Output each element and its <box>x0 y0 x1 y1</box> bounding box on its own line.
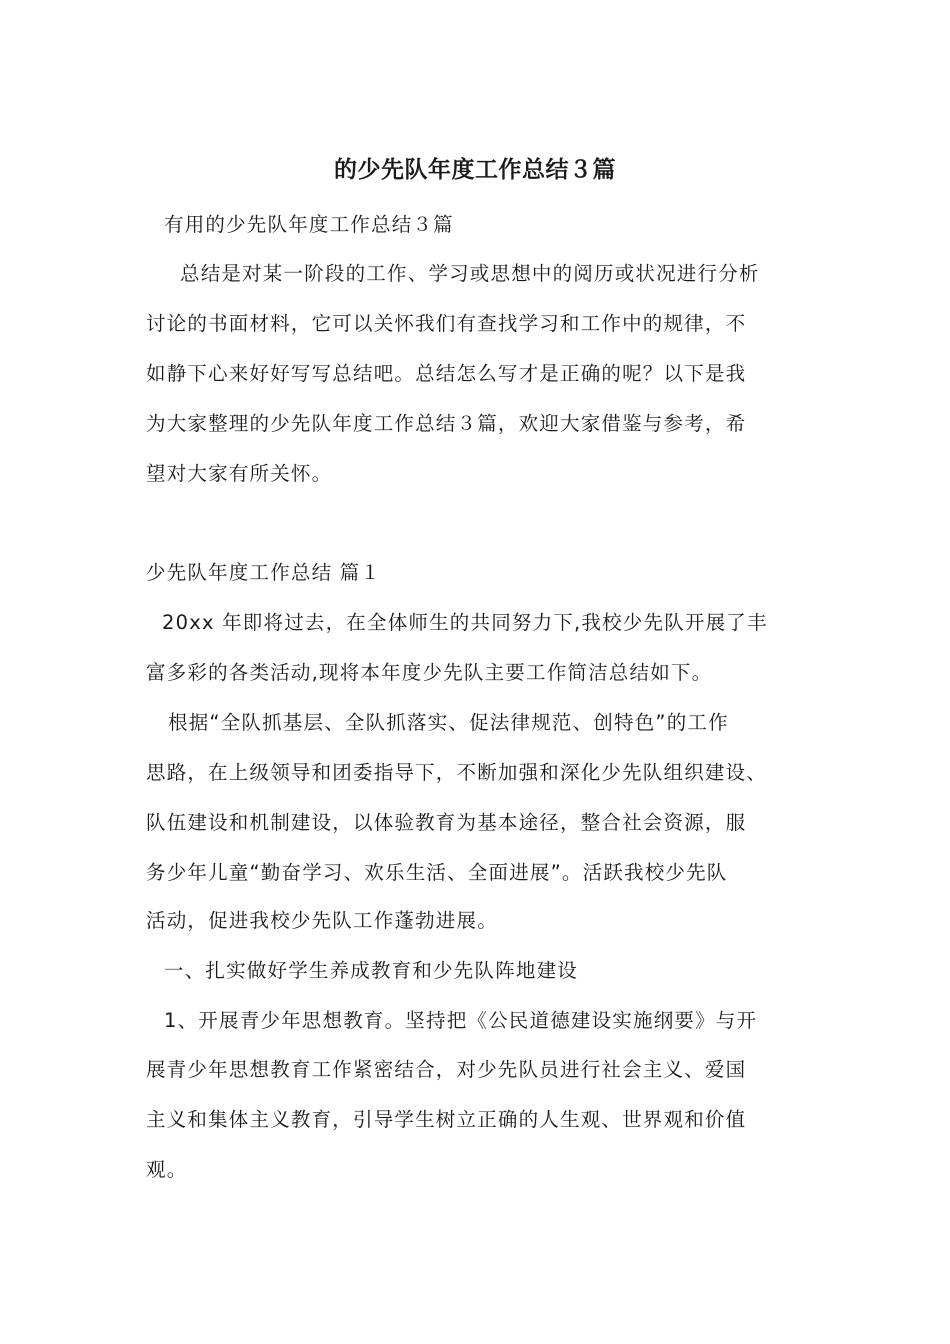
list-item-line: 展青少年思想教育工作紧密结合，对少先队员进行社会主义、爱国 <box>146 1058 747 1081</box>
document-title: 的少先队年度工作总结３篇 <box>334 157 616 183</box>
intro-line: 如静下心来好好写写总结吧。总结怎么写才是正确的呢？以下是我 <box>146 362 747 385</box>
section-heading: 少先队年度工作总结 篇１ <box>146 561 382 584</box>
list-item-line: 观。 <box>146 1158 188 1181</box>
paragraph-line: 队伍建设和机制建设，以体验教育为基本途径，整合社会资源，服 <box>146 811 747 834</box>
paragraph-line: 务少年儿童“勤奋学习、欢乐生活、全面进展”。活跃我校少先队 <box>146 861 728 884</box>
intro-line: 为大家整理的少先队年度工作总结３篇，欢迎大家借鉴与参考，希 <box>146 412 747 435</box>
list-item-line: 主义和集体主义教育，引导学生树立正确的人生观、世界观和价值 <box>146 1108 747 1131</box>
paragraph-line: 思路，在上级领导和团委指导下，不断加强和深化少先队组织建设、 <box>146 761 768 784</box>
heading-one: 一、扎实做好学生养成教育和少先队阵地建设 <box>164 959 579 982</box>
document-subtitle: 有用的少先队年度工作总结３篇 <box>164 213 454 236</box>
intro-line: 望对大家有所关怀。 <box>146 462 333 485</box>
intro-line: 总结是对某一阶段的工作、学习或思想中的阅历或状况进行分析 <box>180 262 760 285</box>
paragraph-line: 活动，促进我校少先队工作蓬勃进展。 <box>146 909 498 932</box>
paragraph-line: 根据“全队抓基层、全队抓落实、促法律规范、创特色”的工作 <box>168 711 729 734</box>
paragraph-line: 20xx 年即将过去，在全体师生的共同努力下,我校少先队开展了丰 <box>162 611 768 634</box>
list-item-line: 1、开展青少年思想教育。坚持把《公民道德建设实施纲要》与开 <box>164 1009 758 1032</box>
paragraph-line: 富多彩的各类活动,现将本年度少先队主要工作简洁总结如下。 <box>146 661 713 684</box>
intro-line: 讨论的书面材料，它可以关怀我们有查找学习和工作中的规律，不 <box>146 312 747 335</box>
